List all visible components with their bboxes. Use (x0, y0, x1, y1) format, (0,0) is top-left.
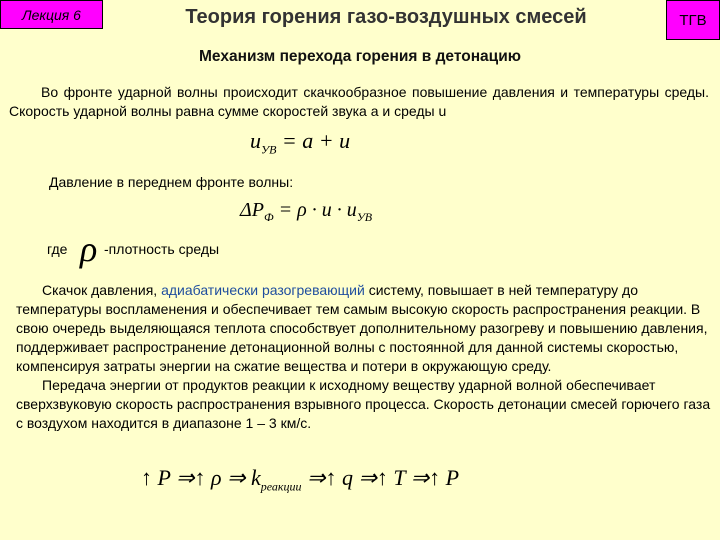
formula-pressure: $\Delta P_Ф = \rho \cdot u \cdot u_{УВ}$ (240, 199, 373, 224)
highlight-term: адиабатически разогревающий (161, 282, 365, 298)
rho-symbol: ρ (80, 229, 98, 269)
formula-shock-speed: $u_{УВ} = a + u$ (250, 128, 351, 157)
formula-chain: ↑ P ⇒↑ ρ ⇒ $k_{реакции}$ ⇒↑ q ⇒↑ T ⇒↑ P (141, 465, 460, 494)
paragraph-detonation: Скачок давления, адиабатически разогревающий систему, повышает в ней температуру до температуры воспламенения и обеспечивает тем самым высокую скорость распространения реакции. В свою очередь выделяющаяся теплота способствует дополнительному разогреву и повышению давления, поддерживает распространение детонационной волны с постоянной для данной системы скоростью, компенсируя затраты энергии на сжатие вещества и потери в окружающую среду. Передача энергии от продуктов реакции к исходному веществу ударной волной обеспечивает сверхзвуковую скорость распространения взрывного процесса. Скорость детонации смесей горючего газа с воздухом находится в диапазоне 1 – 3 км/с. (16, 282, 711, 431)
paragraph-pressure: Давление в переднем фронте волны: (49, 174, 294, 190)
slide-title: Теория горения газо-воздушных смесей (185, 6, 587, 28)
rho-description: -плотность среды (104, 241, 220, 257)
lecture-label: Лекция 6 (22, 6, 81, 23)
where-label: где (47, 241, 68, 257)
course-badge (666, 0, 720, 40)
slide-subtitle: Механизм перехода горения в детонацию (199, 48, 521, 65)
lecture-badge (0, 0, 103, 29)
course-abbr: ТГВ (679, 11, 707, 29)
paragraph-shock-wave: Во фронте ударной волны происходит скачкообразное повышение давления и температуры среды. Скорость ударной волны равна сумме скоростей звука а и среды u (9, 84, 709, 119)
